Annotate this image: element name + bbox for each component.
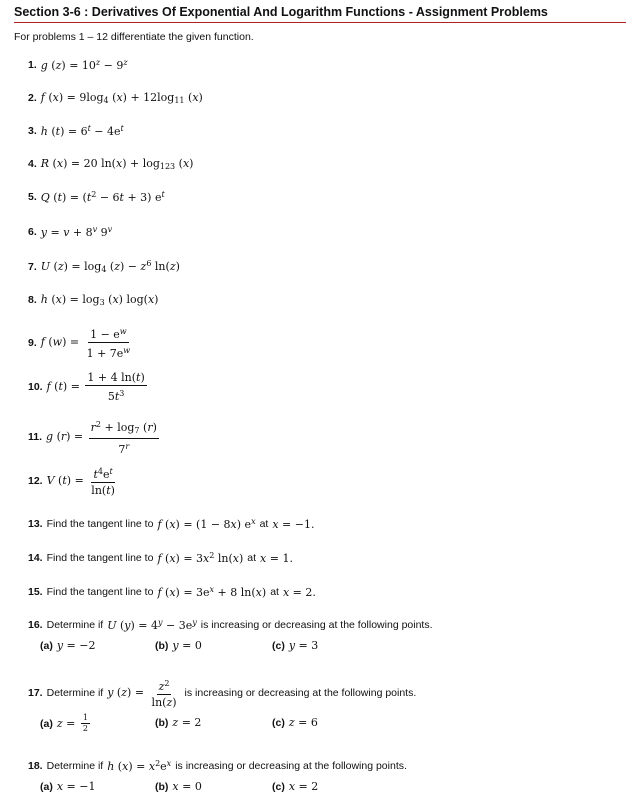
- problem-15: [28, 585, 316, 599]
- problem-3: [28, 124, 124, 138]
- problem-14: [28, 551, 293, 565]
- problem-expression: f (x) = (1 − 8x) $e^x$: [157, 517, 256, 531]
- part-b: [155, 780, 202, 793]
- instructions: For problems 1 – 12 differentiate the given function.: [14, 31, 254, 43]
- part-label: (c): [272, 781, 285, 793]
- part-value: x = −1: [56, 780, 96, 793]
- problem-5: [28, 190, 165, 204]
- problem-expression: f $(x) = 3x^2$ ln(x): [157, 551, 244, 565]
- problem-number: 14.: [28, 552, 43, 564]
- point-value: x = 2.: [282, 585, 316, 599]
- part-value: z = 6: [288, 716, 318, 729]
- part-value: z = $\frac{1}{2}$: [56, 713, 88, 733]
- problem-expression: f (t) = $\frac{1 + 4 \ln(t)}{5t^3}$: [46, 371, 145, 403]
- problem-6: [28, 225, 112, 239]
- problem-at: at: [270, 586, 279, 598]
- part-label: (b): [155, 717, 169, 729]
- problem-17: [28, 677, 416, 709]
- problem-text: Find the tangent line to: [46, 552, 154, 564]
- problem-expression: f (w) = $\frac{1 - e^w}{1 + 7e^w}$: [40, 327, 131, 360]
- page-title: Section 3-6 : Derivatives Of Exponential And Logarithm Functions - Assignment Problems: [14, 5, 626, 23]
- problem-expression: h $(t) = 6^t - 4e^t$: [40, 124, 124, 138]
- problem-expression: U $(z) = \log_4 (z) - z^6$ ln(z): [40, 259, 180, 274]
- part-label: (a): [40, 640, 53, 652]
- point-value: x = −1.: [272, 517, 315, 531]
- problem-16: [28, 618, 433, 632]
- problem-expression: R (x) = 20 $\ln(x) + \log_{123} (x)$: [40, 157, 194, 171]
- problem-4: [28, 157, 193, 171]
- part-label: (b): [155, 640, 169, 652]
- problem-tail: is increasing or decreasing at the following points.: [200, 619, 433, 631]
- problem-11: [28, 418, 161, 456]
- problem-8: [28, 293, 158, 307]
- problem-number: 2.: [28, 92, 37, 104]
- problem-number: 9.: [28, 336, 37, 349]
- problem-number: 18.: [28, 760, 43, 772]
- problem-text: Find the tangent line to: [46, 518, 154, 530]
- problem-text: Determine if: [46, 687, 104, 699]
- problem-10: [28, 371, 149, 403]
- part-b: [155, 716, 201, 729]
- part-c: [272, 716, 318, 729]
- problem-expression: h $(x) = \log_3 (x)$ log(x): [40, 293, 159, 307]
- part-c: [272, 780, 318, 793]
- part-b: [155, 639, 202, 652]
- problem-number: 8.: [28, 294, 37, 306]
- problem-expression: V (t) = $\frac{t^4e^t}{\ln(t)}$: [46, 467, 115, 497]
- problem-number: 10.: [28, 381, 43, 393]
- part-a: [40, 714, 92, 733]
- problem-at: at: [247, 552, 257, 564]
- problem-expression: Q $(t) = (t^2 - 6t + 3)$ $e^t$: [40, 190, 165, 204]
- part-a: [40, 780, 96, 793]
- part-value: z = 2: [172, 716, 202, 729]
- problem-number: 5.: [28, 191, 37, 203]
- part-label: (c): [272, 717, 285, 729]
- part-label: (a): [40, 717, 53, 730]
- part-value: y = 3: [288, 639, 319, 652]
- problem-tail: is increasing or decreasing at the following points.: [184, 687, 417, 699]
- part-label: (a): [40, 781, 53, 793]
- problem-number: 11.: [28, 431, 43, 443]
- problem-expression: f $(x) = 3e^x + 8$ ln(x): [157, 585, 267, 599]
- part-value: y = 0: [172, 639, 202, 652]
- problem-expression: h $(x) = x^2e^x$: [107, 759, 172, 773]
- problem-13: [28, 517, 314, 531]
- problem-expression: f $(x) = 9\log_4$ $(x) + 12\log_{11}$ (x): [40, 91, 203, 105]
- problem-expression: $y = v + 8^v$ 9$^v$: [40, 225, 113, 239]
- problem-2: [28, 91, 203, 105]
- point-value: x = 1.: [260, 551, 293, 565]
- problem-18: [28, 759, 407, 773]
- problem-number: 6.: [28, 226, 37, 238]
- problem-number: 15.: [28, 586, 43, 598]
- problem-number: 4.: [28, 158, 37, 170]
- part-a: [40, 639, 96, 652]
- part-value: x = 2: [288, 780, 319, 793]
- problem-number: 3.: [28, 125, 37, 137]
- problem-text: Find the tangent line to: [46, 586, 154, 598]
- problem-number: 12.: [28, 475, 43, 487]
- problem-number: 7.: [28, 260, 37, 273]
- problem-at: at: [259, 518, 269, 530]
- problem-number: 13.: [28, 518, 43, 530]
- problem-9: [28, 325, 134, 360]
- problem-12: [28, 465, 119, 497]
- problem-expression: g (r) = $\frac{r^2 + \log_7 (r)}{7^r}$: [46, 420, 157, 456]
- problem-1: [28, 58, 128, 72]
- problem-7: [28, 259, 180, 274]
- part-label: (b): [155, 781, 169, 793]
- part-c: [272, 639, 318, 652]
- problem-text: Determine if: [46, 760, 104, 772]
- problem-number: 16.: [28, 619, 43, 631]
- problem-tail: is increasing or decreasing at the following points.: [175, 760, 407, 772]
- problem-expression: g $(z) = 10^z - 9^z$: [40, 58, 128, 72]
- part-label: (c): [272, 640, 285, 652]
- part-value: x = 0: [172, 780, 202, 793]
- problem-text: Determine if: [46, 619, 104, 631]
- part-value: y = −2: [56, 639, 96, 652]
- problem-number: 17.: [28, 687, 43, 699]
- problem-expression: U $(y) = 4^y - 3e^y$: [107, 618, 197, 632]
- problem-expression: y (z) = $\frac{z^2}{\ln(z)}$: [107, 679, 177, 709]
- problem-number: 1.: [28, 59, 37, 71]
